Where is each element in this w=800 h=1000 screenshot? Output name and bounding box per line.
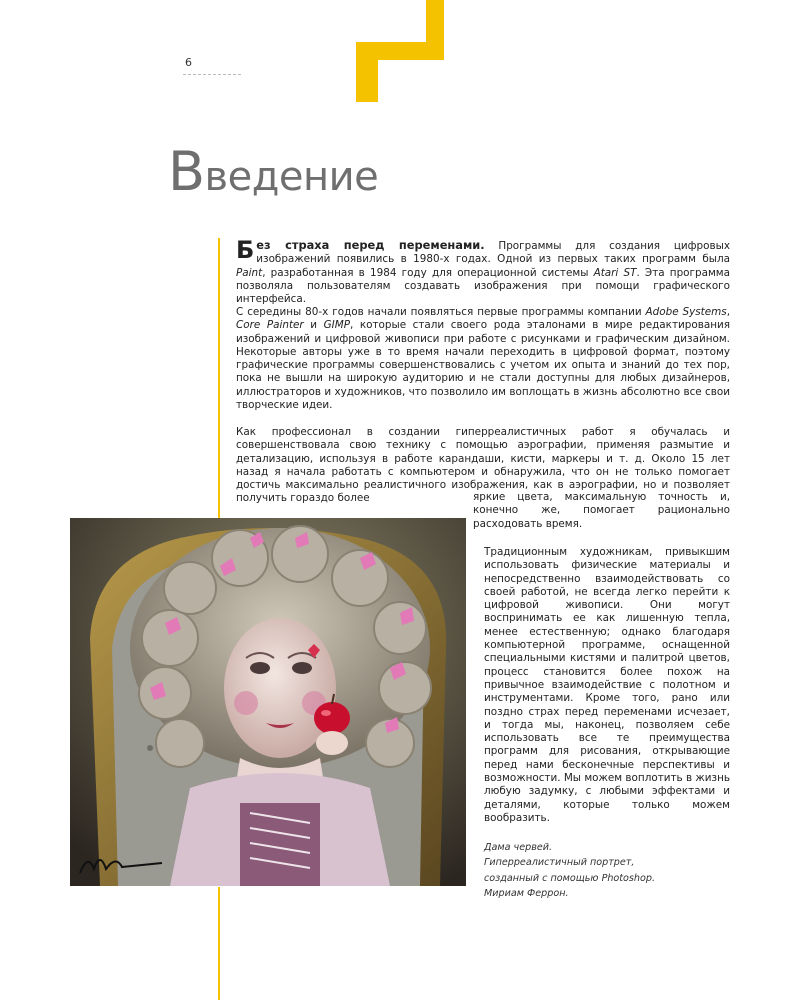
drop-cap: Б <box>236 236 255 264</box>
intro-paragraph: Без страха перед переменами. Программы для создания цифровых изображений появились в 1980-х годах. Одной из первых таких программ была Paint, разработанная в 1984 году для операционной системы Atari ST. Эта программа позволяла пользователям создавать изображения при помощи графического интерфейса. <box>236 236 730 306</box>
paragraph-experience: Как профессионал в создании гиперреалистичных работ я обучалась и совершенствовала свою технику с помощью аэрографии, применяя размытие и детализацию, используя в работе карандаши, кисти, маркеры и т. д. Около 15 лет назад я начала работать с компьютером и обнаружила, что он не только помогает достичь максимально реалистичного изображения, как в аэрографии, но и позволяет получить гораздо более <box>236 426 730 505</box>
paragraph-traditional-artists: Традиционным художникам, привыкшим использовать физические материалы и непосредственно взаимодействовать со своей работой, не всегда легко перейти к цифровой живописи. Они могут воспринимать ее как лишенную тепла, менее естественную; однако благодаря компьютерной программе, оснащенной специальными кистями и палитрой цветов, процесс становится более похож на привычное взаимодействие с полотном и инструментами. Кроме того, рано или поздно страх перед переменами исчезает, и тогда мы, наконец, позволяем себе использовать все те преимущества программ для рисования, открывающие перед нами бесконечные перспективы и возможности. Мы можем воплотить в жизнь любую задумку, с любыми эффектами и деталями, которые только можем вообразить. <box>484 546 730 824</box>
page-number-dash <box>183 74 241 75</box>
accent-rule-top <box>218 238 220 520</box>
accent-rule-bottom <box>218 887 220 1000</box>
page-number: 6 <box>185 56 192 69</box>
yellow-zigzag-decoration-icon <box>356 0 446 102</box>
paragraph-experience-continued: яркие цвета, максимальную точность и, конечно же, помогает рационально расходовать время. <box>473 491 730 530</box>
paragraph-history: С середины 80-х годов начали появляться первые программы компании Adobe Systems, Core Painter и GIMP, которые стали своего рода эталонами в мире редактирования изображений и цифровой живописи при работе с рисунками и графическим дизайном. Некоторые авторы уже в то время начали переходить в цифровой формат, поэтому графические программы совершенствовались с учетом их опыта и знаний до тех пор, пока не вышли на широкую аудиторию и не стали доступны для любых дизайнеров, иллюстраторов и художников, что позволило им воплощать в жизнь абсолютно все свои творческие идеи. <box>236 306 731 412</box>
lead-in: ез страха перед переменами. <box>256 238 485 252</box>
artwork-image <box>70 518 466 886</box>
queen-of-hearts-portrait-icon <box>70 518 466 886</box>
page-title: Введение <box>168 140 379 203</box>
image-caption: Дама червей. Гиперреалистичный портрет, созданный с помощью Photoshop. Мириам Феррон. <box>484 842 656 900</box>
